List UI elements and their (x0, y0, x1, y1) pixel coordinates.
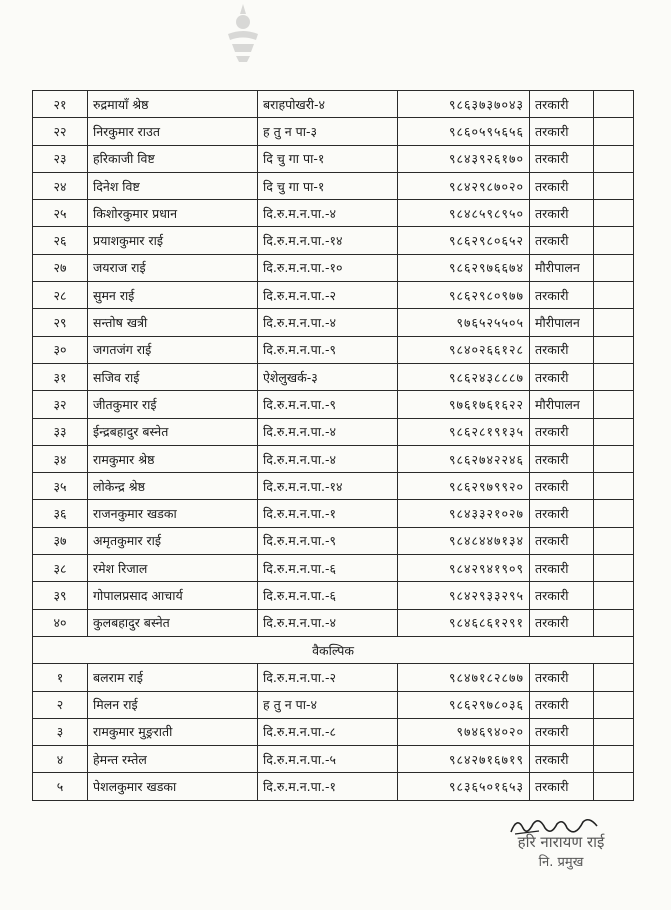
address-cell: ह तु न पा-४ (258, 691, 398, 718)
address-cell: दि.रु.म.न.पा.-८ (258, 718, 398, 745)
blank-cell (594, 172, 634, 199)
name-cell: अमृतकुमार राई (88, 527, 258, 554)
blank-cell (594, 718, 634, 745)
occupation-cell: तरकारी (530, 282, 594, 309)
table-row (33, 691, 634, 718)
phone-cell: ९८४३३२१०२७ (398, 500, 530, 527)
occupation-cell: तरकारी (530, 582, 594, 609)
serial-number-cell: २३ (33, 145, 88, 172)
name-cell: रमेश रिजाल (88, 555, 258, 582)
blank-cell (594, 445, 634, 472)
phone-cell: ९८६२९८०९७७ (398, 282, 530, 309)
occupation-cell: तरकारी (530, 91, 594, 118)
blank-cell (594, 363, 634, 390)
serial-number-cell: ३८ (33, 555, 88, 582)
name-cell: कुलबहादुर बस्नेत (88, 609, 258, 636)
serial-number-cell: २८ (33, 282, 88, 309)
table-row (33, 200, 634, 227)
address-cell: दि.रु.म.न.पा.-४ (258, 309, 398, 336)
address-cell: ह तु न पा-३ (258, 118, 398, 145)
address-cell: दि.रु.म.न.पा.-१४ (258, 227, 398, 254)
address-cell: दि.रु.म.न.पा.-४ (258, 609, 398, 636)
address-cell: दि.रु.म.न.पा.-४ (258, 200, 398, 227)
table-row (33, 254, 634, 281)
name-cell: रामकुमार मुङ्रराती (88, 718, 258, 745)
phone-cell: ९८४८४४७१३४ (398, 527, 530, 554)
occupation-cell: तरकारी (530, 773, 594, 800)
occupation-cell: तरकारी (530, 555, 594, 582)
address-cell: ऐशेलुखर्क-३ (258, 363, 398, 390)
serial-number-cell: ३३ (33, 418, 88, 445)
phone-cell: ९८६२९७९९२० (398, 473, 530, 500)
serial-number-cell: ३० (33, 336, 88, 363)
serial-number-cell: ५ (33, 773, 88, 800)
name-cell: जयराज राई (88, 254, 258, 281)
table-row (33, 664, 634, 691)
name-cell: जीतकुमार राई (88, 391, 258, 418)
name-cell: ईन्द्रबहादुर बस्नेत (88, 418, 258, 445)
table-row (33, 118, 634, 145)
serial-number-cell: २२ (33, 118, 88, 145)
table-row (33, 418, 634, 445)
address-cell: दि चु गा पा-१ (258, 172, 398, 199)
stamp-seal-icon (218, 0, 268, 66)
occupation-cell: मौरीपालन (530, 309, 594, 336)
alternate-list-body (33, 664, 634, 800)
name-cell: किशोरकुमार प्रधान (88, 200, 258, 227)
signer-name: हरि नारायण राई (517, 833, 605, 851)
name-cell: सुमन राई (88, 282, 258, 309)
serial-number-cell: २५ (33, 200, 88, 227)
blank-cell (594, 527, 634, 554)
phone-cell: ९८४२९८७०२० (398, 172, 530, 199)
blank-cell (594, 336, 634, 363)
serial-number-cell: ३२ (33, 391, 88, 418)
occupation-cell: तरकारी (530, 473, 594, 500)
roster-table (32, 90, 634, 801)
phone-cell: ९८४७१८२८७७ (398, 664, 530, 691)
serial-number-cell: ४ (33, 746, 88, 773)
address-cell: दि.रु.म.न.पा.-१ (258, 500, 398, 527)
serial-number-cell: ३५ (33, 473, 88, 500)
address-cell: दि.रु.म.न.पा.-९ (258, 527, 398, 554)
name-cell: बलराम राई (88, 664, 258, 691)
phone-cell: ९८४०२६६१२८ (398, 336, 530, 363)
phone-cell: ९८६२४३८८८७ (398, 363, 530, 390)
occupation-cell: तरकारी (530, 718, 594, 745)
phone-cell: ९८६०५९५६५६ (398, 118, 530, 145)
serial-number-cell: २७ (33, 254, 88, 281)
phone-cell: ९८४६८६१२९१ (398, 609, 530, 636)
name-cell: पेशलकुमार खडका (88, 773, 258, 800)
name-cell: लोकेन्द्र श्रेष्ठ (88, 473, 258, 500)
blank-cell (594, 664, 634, 691)
table-row (33, 145, 634, 172)
signer-title: नि. प्रमुख (538, 855, 584, 870)
phone-cell: ९८४२९४१९०९ (398, 555, 530, 582)
phone-cell: ९८६२९७८०३६ (398, 691, 530, 718)
name-cell: राजनकुमार खडका (88, 500, 258, 527)
serial-number-cell: २४ (33, 172, 88, 199)
blank-cell (594, 691, 634, 718)
occupation-cell: मौरीपालन (530, 391, 594, 418)
phone-cell: ९८६३७३७०४३ (398, 91, 530, 118)
phone-cell: ९८६२९७६६७४ (398, 254, 530, 281)
blank-cell (594, 118, 634, 145)
occupation-cell: तरकारी (530, 172, 594, 199)
table-row (33, 391, 634, 418)
phone-cell: ९८६२९८०६५२ (398, 227, 530, 254)
serial-number-cell: २१ (33, 91, 88, 118)
address-cell: दि.रु.म.न.पा.-२ (258, 282, 398, 309)
occupation-cell: तरकारी (530, 445, 594, 472)
table-row (33, 227, 634, 254)
phone-cell: ९७६५२५५०५ (398, 309, 530, 336)
table-row (33, 555, 634, 582)
address-cell: दि.रु.म.न.पा.-१० (258, 254, 398, 281)
phone-cell: ९७६१७६१६२२ (398, 391, 530, 418)
table-row (33, 282, 634, 309)
serial-number-cell: १ (33, 664, 88, 691)
table-row (33, 91, 634, 118)
address-cell: दि.रु.म.न.पा.-६ (258, 555, 398, 582)
occupation-cell: तरकारी (530, 609, 594, 636)
table-row (33, 609, 634, 636)
blank-cell (594, 145, 634, 172)
phone-cell: ९८४३९२६१७० (398, 145, 530, 172)
table-row (33, 309, 634, 336)
address-cell: दि.रु.म.न.पा.-६ (258, 582, 398, 609)
address-cell: दि.रु.म.न.पा.-२ (258, 664, 398, 691)
address-cell: दि.रु.म.न.पा.-५ (258, 746, 398, 773)
address-cell: दि.रु.म.न.पा.-१४ (258, 473, 398, 500)
alternate-section-header (33, 636, 634, 663)
name-cell: सजिव राई (88, 363, 258, 390)
blank-cell (594, 309, 634, 336)
blank-cell (594, 500, 634, 527)
occupation-cell: तरकारी (530, 746, 594, 773)
blank-cell (594, 473, 634, 500)
table-row (33, 746, 634, 773)
blank-cell (594, 227, 634, 254)
serial-number-cell: ३६ (33, 500, 88, 527)
serial-number-cell: ४० (33, 609, 88, 636)
table-row (33, 527, 634, 554)
serial-number-cell: ३ (33, 718, 88, 745)
name-cell: रामकुमार श्रेष्ठ (88, 445, 258, 472)
occupation-cell: तरकारी (530, 691, 594, 718)
address-cell: दि.रु.म.न.पा.-९ (258, 336, 398, 363)
table-row (33, 582, 634, 609)
table-row (33, 172, 634, 199)
occupation-cell: तरकारी (530, 363, 594, 390)
table-row (33, 773, 634, 800)
serial-number-cell: ३१ (33, 363, 88, 390)
blank-cell (594, 91, 634, 118)
occupation-cell: तरकारी (530, 145, 594, 172)
alternate-heading: वैकल्पिक (33, 636, 634, 663)
occupation-cell: तरकारी (530, 418, 594, 445)
phone-cell: ९८६२७४२२४६ (398, 445, 530, 472)
blank-cell (594, 609, 634, 636)
blank-cell (594, 200, 634, 227)
name-cell: निरकुमार राउत (88, 118, 258, 145)
blank-cell (594, 773, 634, 800)
serial-number-cell: २ (33, 691, 88, 718)
name-cell: गोपालप्रसाद आचार्य (88, 582, 258, 609)
occupation-cell: तरकारी (530, 227, 594, 254)
serial-number-cell: २६ (33, 227, 88, 254)
blank-cell (594, 254, 634, 281)
name-cell: जगतजंग राई (88, 336, 258, 363)
occupation-cell: तरकारी (530, 500, 594, 527)
address-cell: दि.रु.म.न.पा.-४ (258, 445, 398, 472)
table-row (33, 473, 634, 500)
occupation-cell: तरकारी (530, 200, 594, 227)
phone-cell: ९८३६५०१६५३ (398, 773, 530, 800)
serial-number-cell: ३७ (33, 527, 88, 554)
occupation-cell: मौरीपालन (530, 254, 594, 281)
phone-cell: ९८४२७१६७१९ (398, 746, 530, 773)
table-row (33, 445, 634, 472)
name-cell: दिनेश विष्ट (88, 172, 258, 199)
table-row (33, 336, 634, 363)
occupation-cell: तरकारी (530, 527, 594, 554)
name-cell: प्रयाशकुमार राई (88, 227, 258, 254)
main-list-body (33, 91, 634, 637)
table-row (33, 363, 634, 390)
serial-number-cell: २९ (33, 309, 88, 336)
address-cell: बराहपोखरी-४ (258, 91, 398, 118)
blank-cell (594, 418, 634, 445)
blank-cell (594, 282, 634, 309)
occupation-cell: तरकारी (530, 336, 594, 363)
serial-number-cell: ३४ (33, 445, 88, 472)
phone-cell: ९८४८५९८९५० (398, 200, 530, 227)
phone-cell: ९७४६९४०२० (398, 718, 530, 745)
name-cell: सन्तोष खत्री (88, 309, 258, 336)
table-row (33, 718, 634, 745)
address-cell: दि.रु.म.न.पा.-९ (258, 391, 398, 418)
phone-cell: ९८६२८१९१३५ (398, 418, 530, 445)
blank-cell (594, 746, 634, 773)
blank-cell (594, 582, 634, 609)
blank-cell (594, 555, 634, 582)
address-cell: दि.रु.म.न.पा.-४ (258, 418, 398, 445)
address-cell: दि.रु.म.न.पा.-१ (258, 773, 398, 800)
occupation-cell: तरकारी (530, 118, 594, 145)
phone-cell: ९८४२९३३२९५ (398, 582, 530, 609)
occupation-cell: तरकारी (530, 664, 594, 691)
blank-cell (594, 391, 634, 418)
address-cell: दि चु गा पा-१ (258, 145, 398, 172)
serial-number-cell: ३९ (33, 582, 88, 609)
table-row (33, 500, 634, 527)
name-cell: हरिकाजी विष्ट (88, 145, 258, 172)
name-cell: हेमन्त रम्तेल (88, 746, 258, 773)
name-cell: रुद्रमायाँ श्रेष्ठ (88, 91, 258, 118)
name-cell: मिलन राई (88, 691, 258, 718)
